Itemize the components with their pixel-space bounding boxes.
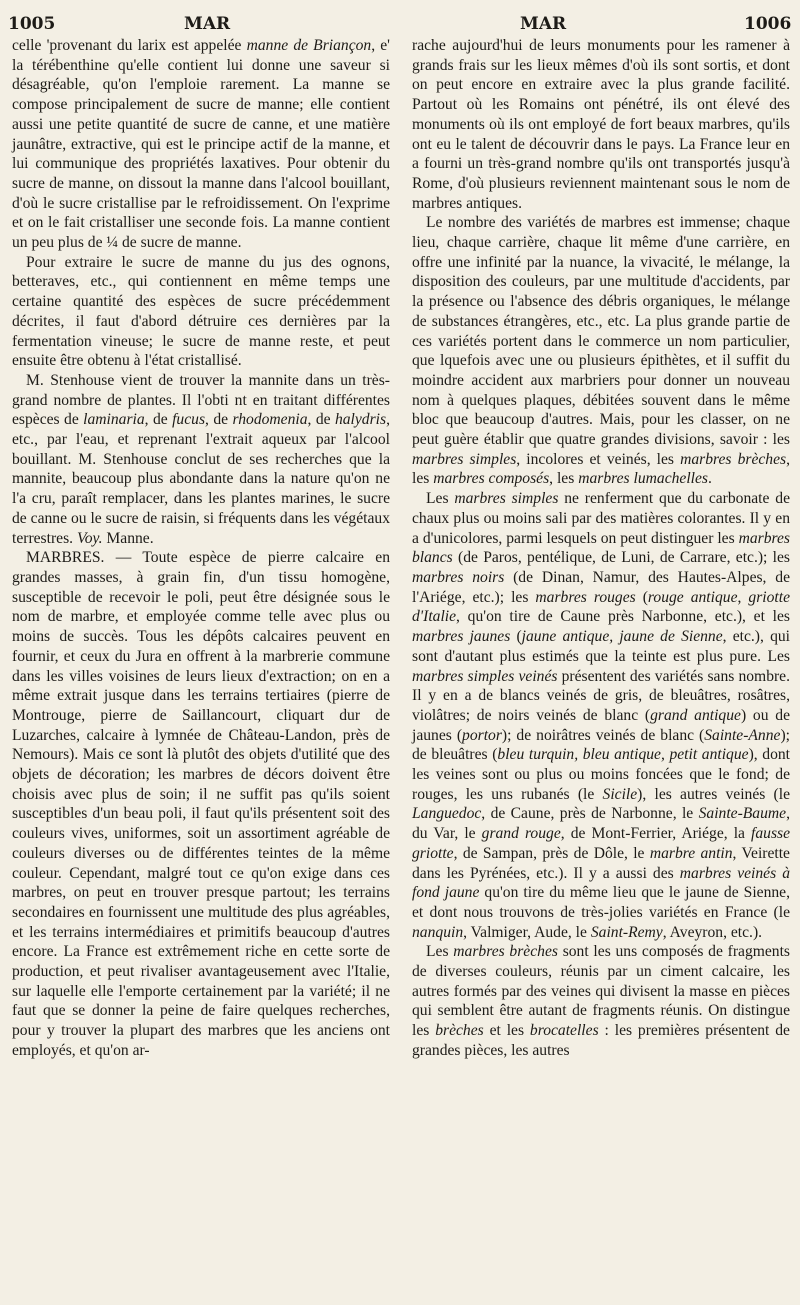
text-run: , de [205,411,233,429]
text-run: celle 'provenant du larix est appelée [12,37,247,54]
text-run: , de Caune, près de Narbonne, le [481,805,699,823]
paragraph [412,36,790,213]
italic-run: marbres brèches [453,943,558,961]
text-run: , du Var, le [412,805,790,843]
text-run: , e' la térébenthine qu'elle contient lui donne une saveur si désagréable, qu'on l'emploie rarement. La manne se compose principalement de sucre de manne; elle contient aussi une petite quantité de sucre de canne, et une matière jaunâtre, extractive, qui est le principe actif de la manne, et lui communique des propriétés laxatives. Pour obtenir du sucre de manne, on dissout la manne dans l'alcool bouillant, d'où le sucre cristallise par le refroidissement. On l'exprime et on le fait cristalliser une seconde fois. La manne contient un peu plus de ¼ de sucre de manne. [12,37,390,252]
text-run: , Veirette dans les Pyrénées, etc.). Il y a aussi des [412,844,790,882]
text-run: , [737,588,749,606]
text-run: , de Sampan, près de Dôle, le [453,844,650,862]
text-run: , de [307,411,335,429]
italic-run: fucus [172,411,206,429]
text-run: Pour extraire le sucre de manne du jus des ognons, betteraves, etc., qui contiennent en même temps une certaine quantité des espèces de sucre précédemment décrites, il faut d'abord détruire ces dernières par la fermentation vineuse; le sucre de manne reste, et peut ensuite être obtenu à l'état cristallisé. [12,253,390,370]
italic-run: brèches [435,1022,484,1040]
italic-run: marbres blancs [412,529,790,567]
italic-run: Languedoc [412,805,482,823]
italic-run: nanquin [412,923,464,941]
text-run: , de [144,411,173,429]
paragraph [12,548,390,1060]
text-run: ( [510,628,522,646]
right-column [412,36,790,1061]
left-column [12,36,390,1061]
text-run: , les [549,470,579,488]
paragraph [12,371,390,548]
text-run: , etc.), qui sont d'autant plus estimés que la teinte est plus pure. Les [412,628,790,665]
left-page-number: 1005 [8,14,56,34]
text-run: Le nombre des variétés de marbres est immense; chaque lieu, chaque carrière, chaque lit même d'une carrière, en offre une infinité par la nuance, la vivacité, le mélange, la disposition des couleurs, par une multitude d'accidents, par la présence ou l'absence des débris organiques, le mélange de substances étrangères, etc., etc. La plus grande partie de ces variétés portent dans le commerce un nom particulier, que lquefois avec une ou plusieurs épithètes, et il suffit du moindre accident aux marbriers pour donner un nouveau nom à quelques plaques, débitées souvent dans le même bloc que beaucoup d'autres. Mais, pour les classer, on ne peut guère établir que quatre grandes divisions, savoir : les [412,214,790,449]
text-run: ); de noirâtres veinés de blanc ( [501,726,705,744]
text-run: ( [635,588,648,606]
running-header [0,6,800,36]
right-guide-word: MAR [520,14,567,34]
text-run: sont les uns composés de fragments de diverses couleurs, réunis par un ciment calcaire, les autres formés par des veines qui divisent la masse en pièces qui semblent être autant de fragments réunis. On distingue les [412,943,790,1040]
italic-run: marbres jaunes [412,628,511,646]
text-run: (de Paros, pentélique, de Luni, de Carrare, etc.); les [452,549,790,567]
italic-run: portor [462,726,502,744]
italic-run: Sainte-Anne [704,726,781,744]
text-run: , qu'on tire de Caune près Narbonne, etc.), et les [456,608,790,626]
italic-run: jaune antique, jaune de Sienne [521,628,723,646]
text-run: et les [483,1022,530,1040]
italic-run: fausse griotte [412,825,790,862]
italic-run: Sicile [602,785,638,803]
paragraph [12,253,390,371]
text-run: Les [426,943,454,961]
left-guide-word: MAR [184,14,231,34]
text-run: MARBRES. — Toute espèce de pierre calcaire en grandes masses, à grain fin, d'un tissu homogène, susceptible de recevoir le poli, peut être désignée sous le nom de marbre, et employée comme telle avec plus ou moins de succès. Tous les dépôts calcaires peuvent en fournir, et ceux du Jura en offrent à la marbrerie commune dans les villes voisines de leurs lieux d'extraction; on en a même extrait jusque dans les terrains tertiaires (pierre de Montrouge, pierre de Saillancourt, cliquart dur de Luzarches, calcaire à lymnée de Château-Landon, près de Nemours). Mais ce sont là plutôt des objets d'utilité que des objets de décoration; les marbres de décors doivent être choisis avec plus de soin; il ne suffit pas qu'ils soient susceptibles d'un beau poli, il faut qu'ils présentent soit des couleurs vives, uniformes, soit un assortiment agréable de couleurs diverses ou de différentes teintes de la même couleur. Cependant, malgré tout ce qu'on exige dans ces marbres, on peut en trouver presque partout; les terrains secondaires en fournissent une multitude des plus agréables, et les terrains intermédiaires et primitifs beaucoup d'autres encore. La France est extrêmement riche en cette sorte de production, et peut rivaliser avantageusement avec l'Italie, sur laquelle elle l'emporte certainement par la variété; il ne faut que se donner la peine de faire quelques recherches, pour y trouver la plupart des marbres que les anciens ont employés, et qu'on ar- [12,549,390,1059]
text-run: , etc., par l'eau, et reprenant l'extrait aqueux par l'alcool bouillant. M. Stenhouse conclut de ses recherches que la mannite, beaucoup plus abondante dans la nature qu'on ne l'a cru, paraît remplacer, dans les plantes marines, le sucre de canne ou le sucre de raisin, si fréquents dans les végétaux terrestres. [12,411,390,547]
italic-run: Voy. [76,529,103,547]
italic-run: griotte d'Italie [412,588,790,626]
text-run: , Aveyron, etc.). [662,923,763,941]
italic-run: bleu turquin, bleu antique, petit antique [497,746,749,764]
text-run: M. Stenhouse vient de trouver la mannite dans un très-grand nombre de plantes. Il l'obti nt en traitant différentes espèces de [12,371,390,429]
text-run: qu'on tire du même lieu que le jaune de Sienne, et dont nous trouvons de très-jolies variétés en France (le [412,884,790,921]
italic-run: halydris [334,411,387,429]
italic-run: rhodomenia [232,411,308,429]
text-run: présentent des variétés sans nombre. Il y en a de blancs veinés de gris, de bleuâtres, rosâtres, violâtres; de noirs veinés de blanc ( [412,667,790,724]
text-run: ); de bleuâtres ( [412,726,790,764]
text-run: ), dont les veines sont ou plus ou moins foncées que le fond; de rouges, les uns rubanés (le [412,746,791,803]
text-run: Les [426,490,455,508]
paragraph [412,942,790,1060]
text-run: ), les autres veinés (le [637,785,791,803]
text-run: ne renferment que du carbonate de chaux plus ou moins sali par des matières colorantes. Il y en a d'unicolores, parmi lesquels on peut distinguer les [412,490,790,547]
text-run: . [708,470,712,488]
italic-run: Sainte-Baume [698,805,787,823]
italic-run: brocatelles [529,1022,599,1040]
text-run: (de Dinan, Namur, des Hautes-Alpes, de l'Ariége, etc.); les [412,568,790,606]
italic-run: marbres simples [454,490,559,508]
paragraph [412,213,790,489]
text-run: , de Mont-Ferrier, Ariége, la [560,825,752,843]
italic-run: marbres composés [433,470,550,488]
paragraph [412,489,790,942]
paragraph [12,36,390,253]
right-page-number: 1006 [744,14,792,34]
italic-run: grand rouge [481,825,561,843]
text-run: Manne. [102,529,154,547]
italic-run: marbres noirs [412,568,505,586]
italic-run: marbres brèches [680,450,787,468]
italic-run: marbres rouges [535,588,636,606]
text-run: , les [412,450,790,488]
text-run: : les premières présentent de grandes pièces, les autres [412,1022,790,1059]
italic-run: marbre antin [649,844,733,862]
text-run: rache aujourd'hui de leurs monuments pour les ramener à grands frais sur les lieux mêmes d'où ils sont sortis, et dont on peut encore en extraire avec la plus grande facilité. Partout où les Romains ont pénétré, ils ont élevé des monuments où ils ont employé de fort beaux marbres, qu'ils ont eu le talent de découvrir dans le pays. La France leur en a fourni un très-grand nombre qu'ils ont transportés jusqu'à Rome, d'où plusieurs reviennent maintenant sous le nom de marbres antiques. [412,37,790,212]
italic-run: marbres veinés à fond jaune [412,864,790,902]
text-run: ) ou de jaunes ( [412,706,790,744]
text-run: , Valmiger, Aude, le [463,923,591,941]
italic-run: marbres simples [412,450,517,468]
italic-run: marbres lumachelles [578,470,708,488]
italic-run: rouge antique [647,588,738,606]
italic-run: manne de Briançon [246,37,372,54]
italic-run: grand antique [650,706,741,724]
italic-run: Saint-Remy [590,923,663,941]
text-run: , incolores et veinés, les [516,450,681,468]
italic-run: laminaria [83,411,145,429]
italic-run: marbres simples veinés [412,667,558,685]
